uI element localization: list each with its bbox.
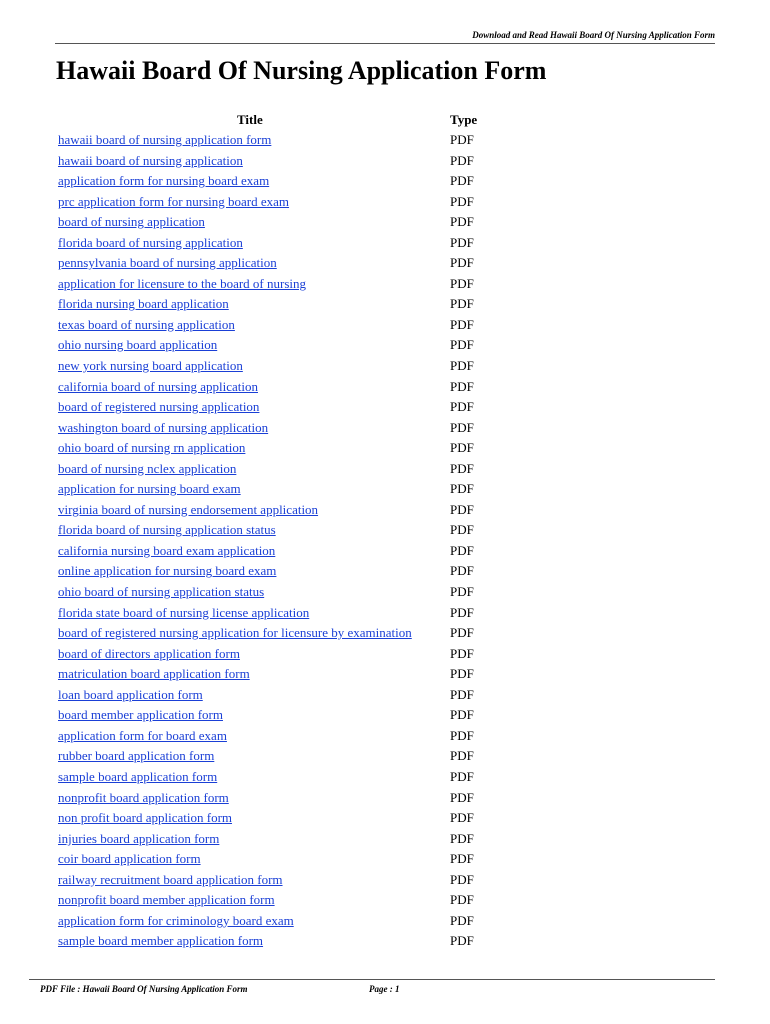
table-row: [0, 707, 770, 728]
file-type-label: PDF: [450, 584, 474, 600]
table-row: [0, 296, 770, 317]
table-row: [0, 317, 770, 338]
file-type-label: PDF: [450, 830, 474, 846]
document-link[interactable]: florida state board of nursing license application: [58, 604, 310, 620]
file-type-label: PDF: [450, 789, 474, 805]
header-rule: [55, 43, 715, 44]
file-type-label: PDF: [450, 173, 474, 189]
document-link[interactable]: florida board of nursing application status: [58, 522, 276, 538]
document-link[interactable]: rubber board application form: [58, 748, 215, 764]
file-type-label: PDF: [450, 337, 474, 353]
document-link[interactable]: board of registered nursing application for licensure by examination: [58, 625, 412, 641]
table-row: [0, 173, 770, 194]
table-row: [0, 522, 770, 543]
file-type-label: PDF: [450, 686, 474, 702]
document-link[interactable]: california board of nursing application: [58, 378, 258, 394]
document-link[interactable]: online application for nursing board exam: [58, 563, 277, 579]
document-link[interactable]: application form for nursing board exam: [58, 173, 270, 189]
document-link[interactable]: pennsylvania board of nursing application: [58, 255, 277, 271]
table-row: [0, 420, 770, 441]
table-row: [0, 790, 770, 811]
column-header-title: Title: [237, 112, 263, 127]
table-row: [0, 502, 770, 523]
file-type-label: PDF: [450, 501, 474, 517]
document-link[interactable]: matriculation board application form: [58, 666, 250, 682]
document-link[interactable]: ohio nursing board application: [58, 337, 218, 353]
document-link[interactable]: nonprofit board application form: [58, 789, 229, 805]
file-type-label: PDF: [450, 727, 474, 743]
document-link[interactable]: virginia board of nursing endorsement application: [58, 501, 319, 517]
document-link[interactable]: application form for board exam: [58, 727, 227, 743]
document-link[interactable]: sample board member application form: [58, 933, 264, 949]
document-list: [0, 132, 770, 954]
file-type-label: PDF: [450, 440, 474, 456]
table-row: [0, 399, 770, 420]
file-type-label: PDF: [450, 748, 474, 764]
file-type-label: PDF: [450, 275, 474, 291]
footer-page-number: Page : 1: [369, 984, 400, 994]
page-title: Hawaii Board Of Nursing Application Form: [56, 56, 547, 85]
file-type-label: PDF: [450, 419, 474, 435]
table-row: [0, 276, 770, 297]
table-row: [0, 666, 770, 687]
file-type-label: PDF: [450, 768, 474, 784]
document-link[interactable]: board of registered nursing application: [58, 399, 260, 415]
file-type-label: PDF: [450, 255, 474, 271]
file-type-label: PDF: [450, 358, 474, 374]
table-row: [0, 748, 770, 769]
file-type-label: PDF: [450, 810, 474, 826]
file-type-label: PDF: [450, 460, 474, 476]
document-link[interactable]: board of directors application form: [58, 645, 240, 661]
column-header-type: Type: [450, 112, 478, 127]
table-row: [0, 687, 770, 708]
document-link[interactable]: hawaii board of nursing application form: [58, 132, 272, 147]
table-row: [0, 132, 770, 153]
table-row: [0, 379, 770, 400]
document-link[interactable]: application for licensure to the board of nursing: [58, 275, 307, 291]
table-row: [0, 933, 770, 954]
table-row: [0, 892, 770, 913]
file-type-label: PDF: [450, 563, 474, 579]
footer-rule: [29, 979, 715, 980]
table-row: [0, 235, 770, 256]
table-row: [0, 728, 770, 749]
document-link[interactable]: sample board application form: [58, 768, 218, 784]
file-type-label: PDF: [450, 132, 474, 147]
file-type-label: PDF: [450, 316, 474, 332]
table-row: [0, 214, 770, 235]
running-header: Download and Read Hawaii Board Of Nursing Application Form: [472, 30, 715, 40]
file-type-label: PDF: [450, 481, 474, 497]
table-row: [0, 810, 770, 831]
table-row: [0, 440, 770, 461]
file-type-label: PDF: [450, 542, 474, 558]
file-type-label: PDF: [450, 871, 474, 887]
document-link[interactable]: application for nursing board exam: [58, 481, 241, 497]
table-row: [0, 337, 770, 358]
document-link[interactable]: new york nursing board application: [58, 358, 243, 374]
document-link[interactable]: non profit board application form: [58, 810, 233, 826]
file-type-label: PDF: [450, 666, 474, 682]
document-link[interactable]: nonprofit board member application form: [58, 892, 275, 908]
document-link[interactable]: coir board application form: [58, 851, 201, 867]
document-link[interactable]: board member application form: [58, 707, 223, 723]
document-link[interactable]: loan board application form: [58, 686, 203, 702]
file-type-label: PDF: [450, 933, 474, 949]
file-type-label: PDF: [450, 604, 474, 620]
table-row: [0, 543, 770, 564]
file-type-label: PDF: [450, 214, 474, 230]
table-row: [0, 851, 770, 872]
table-row: [0, 769, 770, 790]
document-link[interactable]: railway recruitment board application form: [58, 871, 283, 887]
file-type-label: PDF: [450, 912, 474, 928]
file-type-label: PDF: [450, 152, 474, 168]
document-link[interactable]: application form for criminology board exam: [58, 912, 294, 928]
document-link[interactable]: hawaii board of nursing application: [58, 152, 243, 168]
file-type-label: PDF: [450, 851, 474, 867]
file-type-label: PDF: [450, 625, 474, 641]
table-row: [0, 481, 770, 502]
file-type-label: PDF: [450, 296, 474, 312]
file-type-label: PDF: [450, 707, 474, 723]
file-type-label: PDF: [450, 193, 474, 209]
file-type-label: PDF: [450, 645, 474, 661]
table-row: [0, 625, 770, 646]
table-row: [0, 255, 770, 276]
footer-file-label: PDF File : Hawaii Board Of Nursing Application Form: [40, 984, 248, 994]
table-row: [0, 584, 770, 605]
table-row: [0, 831, 770, 852]
file-type-label: PDF: [450, 399, 474, 415]
table-row: [0, 872, 770, 893]
table-row: [0, 194, 770, 215]
file-type-label: PDF: [450, 522, 474, 538]
document-link[interactable]: florida nursing board application: [58, 296, 229, 312]
document-link[interactable]: ohio board of nursing rn application: [58, 440, 246, 456]
document-link[interactable]: florida board of nursing application: [58, 234, 243, 250]
file-type-label: PDF: [450, 234, 474, 250]
table-row: [0, 646, 770, 667]
table-row: [0, 358, 770, 379]
document-link[interactable]: injuries board application form: [58, 830, 220, 846]
document-link[interactable]: texas board of nursing application: [58, 316, 235, 332]
table-row: [0, 461, 770, 482]
document-link[interactable]: prc application form for nursing board exam: [58, 193, 290, 209]
file-type-label: PDF: [450, 892, 474, 908]
document-link[interactable]: washington board of nursing application: [58, 419, 269, 435]
document-link[interactable]: board of nursing nclex application: [58, 460, 237, 476]
table-row: [0, 563, 770, 584]
table-row: [0, 913, 770, 934]
document-link[interactable]: ohio board of nursing application status: [58, 584, 265, 600]
document-link[interactable]: california nursing board exam application: [58, 542, 276, 558]
document-link[interactable]: board of nursing application: [58, 214, 205, 230]
table-row: [0, 153, 770, 174]
file-type-label: PDF: [450, 378, 474, 394]
table-row: [0, 605, 770, 626]
